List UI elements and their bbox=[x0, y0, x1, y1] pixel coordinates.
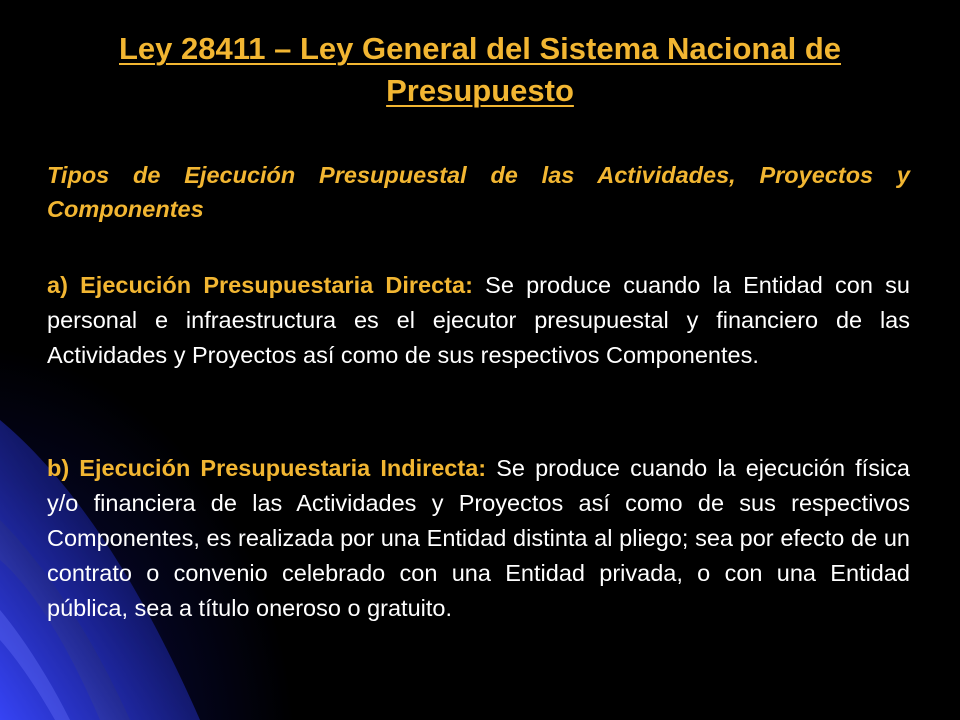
paragraph-lead: a) Ejecución Presupuestaria Directa: bbox=[47, 272, 473, 298]
paragraph-body: Se produce cuando la Entidad con su personal e infraestructura es el ejecutor presupuestal y financiero de las Actividades y Proyectos así como de sus respectivos Componentes. bbox=[47, 272, 910, 368]
paragraph-indirect-execution bbox=[47, 451, 910, 626]
paragraph-body: Se produce cuando la ejecución física y/o financiera de las Actividades y Proyectos así como de sus respectivos Componentes, es realizada por una Entidad distinta al pliego; sea por efecto de un contrato o convenio celebrado con una Entidad privada, o con una Entidad pública, sea a título oneroso o gratuito. bbox=[47, 455, 910, 621]
paragraph-lead: b) Ejecución Presupuestaria Indirecta: bbox=[47, 455, 487, 481]
slide-title: Ley 28411 – Ley General del Sistema Nacional de Presupuesto bbox=[119, 31, 841, 108]
slide-subtitle: Tipos de Ejecución Presupuestal de las Actividades, Proyectos y Componentes bbox=[47, 162, 910, 222]
paragraph-direct-execution bbox=[47, 268, 910, 373]
